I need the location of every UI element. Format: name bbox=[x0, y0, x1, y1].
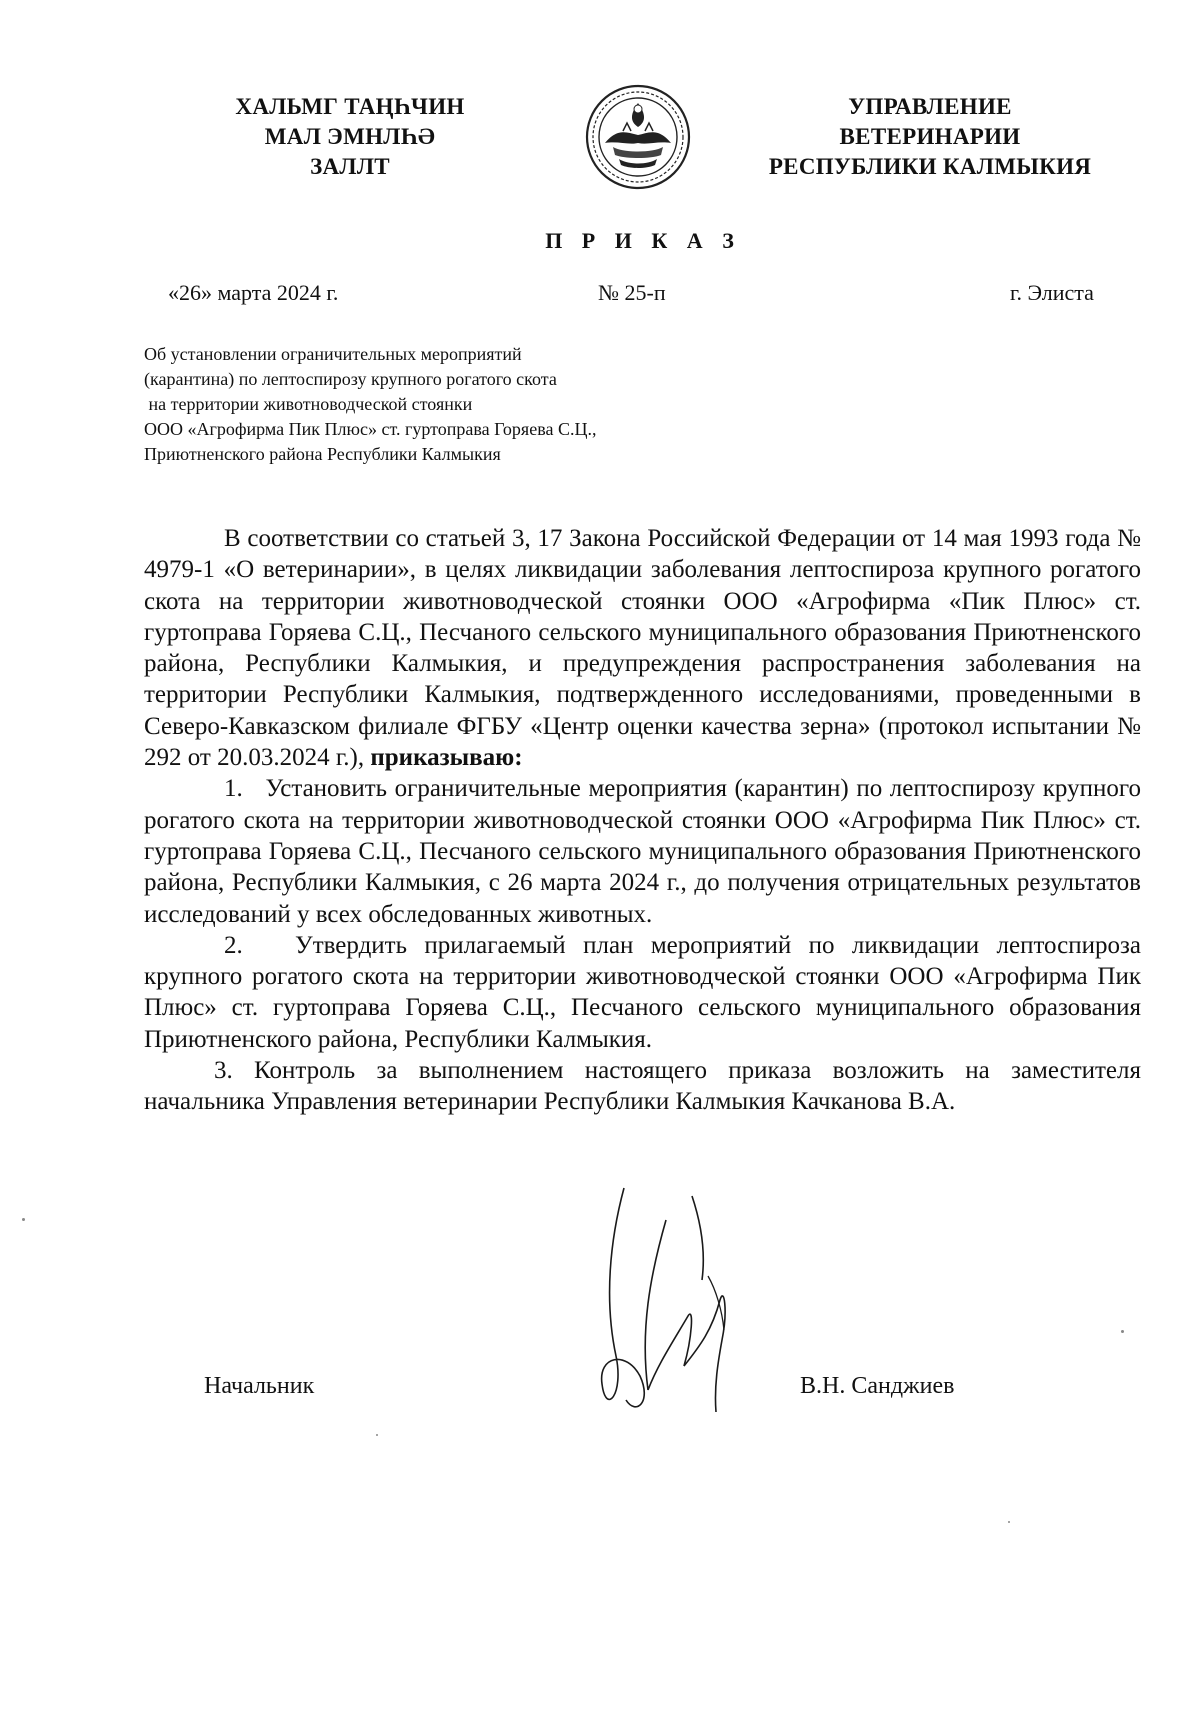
subject-line: Приютненского района Республики Калмыкия bbox=[144, 444, 501, 464]
order-word: приказываю: bbox=[370, 744, 523, 772]
order-item-3: 3. Контроль за выполнением настоящего приказа возложить на заместителя начальника Управления ветеринарии Республики Калмыкия Качканова В.А. bbox=[144, 1057, 1141, 1116]
scan-speck bbox=[1008, 1521, 1010, 1523]
order-item-2: 2. Утвердить прилагаемый план мероприятий по ликвидации лептоспироза крупного рогатого скота на территории животноводческой стоянки ООО «Агрофирма Пик Плюс» ст. гуртоправа Горяева С.Ц., Песчаного сельского муниципального образования Приютненского района, Республики Калмыкия. bbox=[144, 931, 1148, 1053]
signer-name: В.Н. Санджиев bbox=[800, 1373, 955, 1399]
preamble-text: В соответствии со статьей 3, 17 Закона Российской Федерации от 14 мая 1993 года № 4979-1 «О ветеринарии», в целях ликвидации заболевания лептоспироза крупного рогатого скота на территории животноводческой стоянки ООО «Агрофирма «Пик Плюс» ст. гуртоправа Горяева С.Ц., Песчаного сельского муниципального образования Приютненского района, Республики Калмыкия, и предупреждения распространения заболевания на территории Республики Калмыкия, подтвержденного исследованиями, проведенными в Северо-Кавказском филиале ФГБУ «Центр оценки качества зерна» (протокол испытании № 292 от 20.03.2024 г.), bbox=[144, 525, 1141, 772]
header-right-line: РЕСПУБЛИКИ КАЛМЫКИЯ bbox=[768, 154, 1092, 179]
document-title: П Р И К А З bbox=[545, 228, 741, 253]
order-body bbox=[144, 523, 1148, 1118]
order-city: г. Элиста bbox=[1010, 280, 1094, 305]
scan-speck bbox=[22, 1218, 25, 1221]
subject-line: ООО «Агрофирма Пик Плюс» ст. гуртоправа Горяева С.Ц., bbox=[144, 419, 597, 439]
kalmykia-emblem-icon bbox=[583, 83, 693, 191]
handwritten-signature-icon bbox=[596, 1180, 776, 1440]
signer-position: Начальник bbox=[204, 1373, 315, 1399]
order-date: «26» марта 2024 г. bbox=[168, 280, 339, 305]
header-left-line: МАЛ ЭМНЛҺӘ bbox=[264, 124, 436, 149]
scan-speck bbox=[1121, 1330, 1124, 1333]
header-right-line: УПРАВЛЕНИЕ bbox=[848, 94, 1012, 119]
header-right-russian bbox=[745, 92, 1115, 182]
scan-speck bbox=[376, 1434, 378, 1436]
preamble-paragraph bbox=[144, 523, 1141, 773]
subject-line: (карантина) по лептоспирозу крупного рогатого скота bbox=[144, 369, 557, 389]
order-item-1: 1. Установить ограничительные мероприятия (карантин) по лептоспирозу крупного рогатого скота на территории животноводческой стоянки ООО «Агрофирма Пик Плюс» ст. гуртоправа Горяева С.Ц., Песчаного сельского муниципального образования Приютненского района, Республики Калмыкия, с 26 марта 2024 г., до получения отрицательных результатов исследований у всех обследованных животных. bbox=[144, 775, 1148, 928]
subject-line: на территории животноводческой стоянки bbox=[144, 394, 473, 414]
header-left-line: ХАЛЬМГ ТАҢҺЧИН bbox=[235, 94, 465, 119]
header-right-line: ВЕТЕРИНАРИИ bbox=[839, 124, 1021, 149]
header-left-line: ЗАЛЛТ bbox=[310, 154, 390, 179]
subject-line: Об установлении ограничительных мероприятий bbox=[144, 344, 522, 364]
order-number: № 25-п bbox=[598, 280, 666, 305]
order-subject bbox=[144, 342, 596, 467]
header-left-kalmyk bbox=[170, 92, 530, 182]
